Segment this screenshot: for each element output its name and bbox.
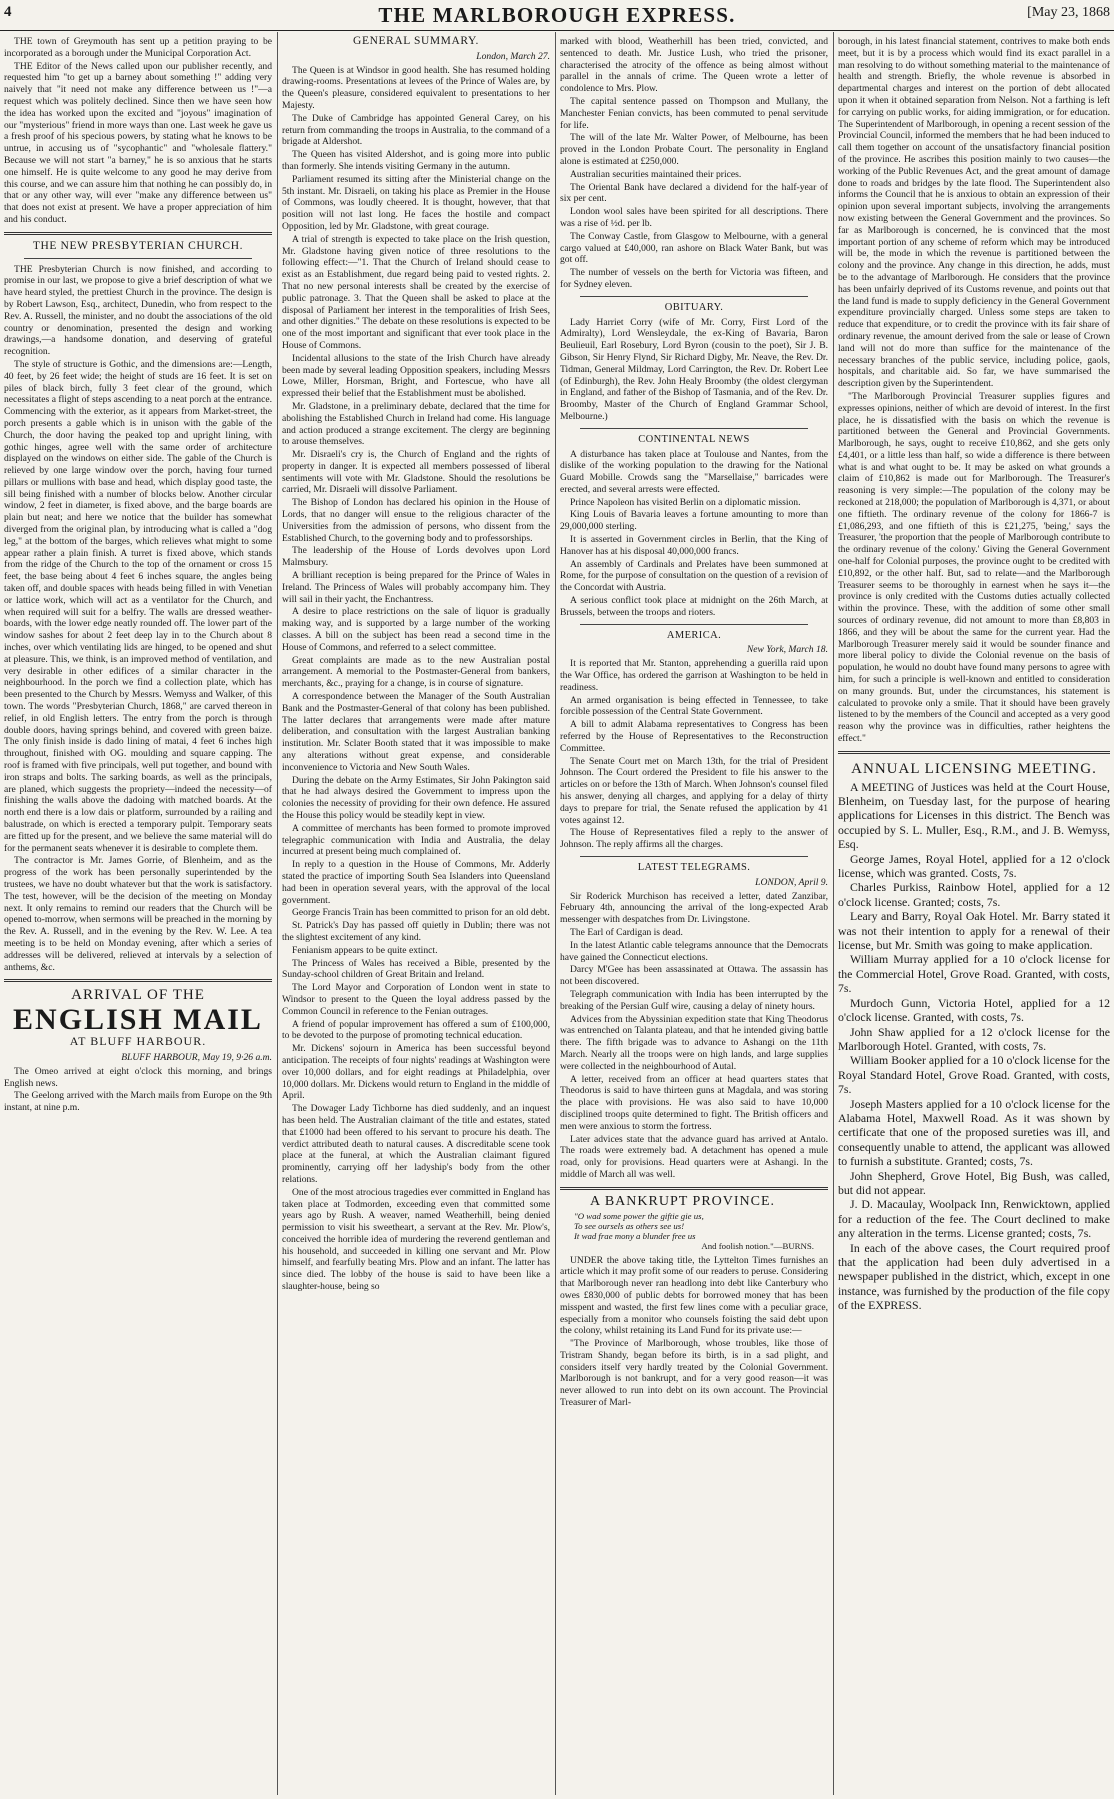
summary-heading: GENERAL SUMMARY. bbox=[353, 36, 479, 47]
licensing-body bbox=[838, 780, 1110, 1313]
article-paragraph: THE Presbyterian Church is now finished, and according to promise in our last, we propose to give a brief description of what we have heard styled, the prettiest Church in the province. The design is by Robert Lawson, Esq., architect, Dunedin, who from respect to the Rev. A. Russell, the minister, and no doubt the associations of the old country or denomination, presented the design and working drawings,—a handsome donation, and deserving of grateful recognition. bbox=[4, 263, 272, 358]
divider bbox=[24, 258, 252, 259]
divider bbox=[580, 856, 808, 857]
mail-heading: ENGLISH MAIL bbox=[13, 1003, 263, 1037]
telegrams-heading: LATEST TELEGRAMS. bbox=[637, 862, 751, 873]
article-paragraph: The Princess of Wales has received a Bible, presented by the Sunday-school children of Great Britain and Ireland. bbox=[282, 957, 550, 981]
article-paragraph: "The Province of Marlborough, whose troubles, like those of Tristram Shandy, began before its birth, is in a sad plight, and considers itself very hardly treated by the Colonial Government. Marlborough is not bankrupt, and for a very good reason—it was never allowed to run into debt on its own account. The Provincial Treasurer of Marl- bbox=[560, 1338, 828, 1409]
america-heading: AMERICA. bbox=[666, 629, 722, 641]
article-paragraph: A serious conflict took place at midnight on the 26th March, at Brussels, between the troops and rioters. bbox=[560, 595, 828, 618]
article-paragraph: Sir Roderick Murchison has received a letter, dated Zanzibar, February 4th, announcing the arrival of the long-expected Arab messenger with despatches from Dr. Livingstone. bbox=[560, 890, 828, 926]
article-paragraph: An assembly of Cardinals and Prelates have been summoned at Rome, for the purpose of consultation on the question of a revision of the Concordat with Austria. bbox=[560, 558, 828, 594]
article-paragraph: A brilliant reception is being prepared for the Prince of Wales in Ireland. The Princess of Wales will probably accompany him. They will sail in their yacht, the Enchantress. bbox=[282, 570, 550, 605]
article-paragraph: UNDER the above taking title, the Lyttelton Times furnishes an article which it may profit some of our readers to peruse. Considering that Marlborough never ran headlong into debt like Canterbury who owes £830,000 of public debts for borrowed money that has been misspent and wasted, the first few lines come with a peculiar grace, especially from a monitor who counsels foisting the said debt upon the colony, whilst retaining its Land Fund for its private use:— bbox=[560, 1254, 828, 1337]
bankrupt-heading bbox=[590, 1193, 828, 1209]
article-paragraph: THE town of Greymouth has sent up a petition praying to be incorporated as a borough under the Municipal Corporation Act. bbox=[4, 36, 272, 59]
licensing-heading: ANNUAL LICENSING MEETING. bbox=[851, 760, 1097, 777]
column-3 bbox=[560, 36, 828, 1795]
article-paragraph: The style of structure is Gothic, and the dimensions are:—Length, 40 feet, by 26 feet wide; the height of studs are 16 feet. It is set on piles of black birch, fully 3 feet clear of the ground, which necessitates a flight of steps ascending to a neat porch at the entrance. Commencing with the exterior, as it appears from Market-street, the porch presents a gable which is in unison with the gable of the Church, the door having the peaked top and upright lining, with gothic hinges, agree well with the same order of architecture displayed on the windows on either side. The gable of the Church is relieved by one large window over the porch, having four turned pillars or mullions with base and head, which display good taste, the sill being finished with a number of blocks below. Another circular window, 2 feet in diameter, is fixed above, and the barge boards are plain but neat; and here we notice that the builder has somewhat diverged from the original plan, by introducing what is called a "dog leg," at the bottom of the barges, which relieves what might to some appear rather a plain finish. A turret is fixed above, which stands from the ridge of the Church to the top of the ornament or cross 15 feet, the base being about 4 feet 6 inches square, the angles being taken off, and double spaces with heads being filled in with Venetian or lattice work, which will act as a ventilator for the Church, and when required will suit for a belfry. The walls are dressed weather-boards, with the lower edge neatly rounded off. The lower part of the window sashes for about 2 feet deep lay in to the Church about 8 inches, over which ventilating lids are hinged, to be opened and shut at pleasure. This, we think, is an improved method of ventilation, and very desirable in other edifices of a similar character in the neighbourhood. In the porch we find a collection plate, which has been presented to the Church by Messrs. Wemyss and Walker, of this town. The words "Presbyterian Church, 1868," are carved thereon in relief, in old English letters. The entry from the porch is through double doors, having springs behind, and covered with green baize. The only finish inside is dado lining of matai, 4 feet 6 inches high throughout, finished with OG. moulding and square capping. The roof is framed with five principals, well put together, and bound with iron straps and bolts. The sarking boards, as well as the principals, are planed, which suggests the propriety—indeed the necessity—of finishing the walls above the dadoing with matched boards. At the north end there is a low dais or platform, surrounded by a railing and balustrade, on which is erected a temporary pulpit. Temporary seats are fitted up for the present, and we believe the same material will do for the permanent seats whenever it is desirable to complete them. bbox=[4, 358, 272, 854]
article-paragraph: Mr. Gladstone, in a preliminary debate, declared that the time for abolishing the Established Church in Ireland had come. His language and action produced a strange excitement. The clergy are beginning to arouse themselves. bbox=[282, 400, 550, 448]
article-paragraph: The House of Representatives filed a reply to the answer of Johnson. The reply affirms all the charges. bbox=[560, 827, 828, 851]
bankrupt-heading-text: A BANKRUPT PROVINCE. bbox=[590, 1193, 776, 1209]
article-paragraph: borough, in his latest financial statement, contrives to make both ends meet, but it is by a process which would find its exact parallel in a man resolving to do without something material to the maintenance of health and strength. Briefly, the whole revenue is absorbed in departmental charges and interest on the portion of debt allocated upon it when it obtained separation from Nelson. Not a farthing is left for carrying on public works, for aiding immigration, or for education. The Superintendent of Marlborough, in opening a recent session of the Provincial Council, informed the members that he had been induced to call them together on account of the unsatisfactory financial position of the province. He ascribes this position mainly to two causes—the working of the Public Revenues Act, and the great amount of damage done to roads and bridges by the late flood. The Superintendent also informs the Council that he is anxious to obtain an expression of their opinion upon several important subjects, involving the arrangements now existing between the General Government and the provinces. So far as Marlborough is concerned, he is convinced that the most important portion of any scheme of reform which may be introduced will be, the mode in which the revenue is partitioned between the colony and the province. Any change in this direction, he adds, must be to the advantage of Marlborough. He considers that the province has been unfairly deprived of its Customs revenue, and points out that the land fund is made to supply deficiency in the General Government expenditure provincially charged. Unless some steps are taken to reduce that expenditure, or to credit the province with its fair share of ordinary revenue, the amount derived from the sale or lease of Crown land will not do more than suffice for the maintenance of the necessary branches of the public service, including police, gaols, hospitals, and charitable aid. So far, we have summarised the description given by the Superintendent. bbox=[838, 36, 1110, 390]
article-paragraph: Australian securities maintained their prices. bbox=[570, 168, 742, 180]
article-paragraph: The Lord Mayor and Corporation of London went in state to Windsor to present to the Queen the loyal address passed by the Common Council in reference to the Fenian outrages. bbox=[282, 982, 550, 1017]
article-paragraph: The leadership of the House of Lords devolves upon Lord Malmsbury. bbox=[282, 545, 550, 569]
article-paragraph: During the debate on the Army Estimates, Sir John Pakington said that he had always desired the Government to impress upon the colonies the necessity of providing for their own defence. He assured the House this policy would be steadily kept in view. bbox=[282, 774, 550, 821]
article-paragraph: King Louis of Bavaria leaves a fortune amounting to more than 29,000,000 sterling. bbox=[560, 509, 828, 533]
divider bbox=[4, 232, 272, 235]
article-paragraph: A committee of merchants has been formed to promote improved telegraphic communication with India and Australia, the delay incurred at present being much complained of. bbox=[282, 822, 550, 858]
divider bbox=[580, 296, 808, 297]
dateline: BLUFF HARBOUR, May 19, 9·26 a.m. bbox=[121, 1051, 272, 1063]
article-paragraph: An armed organisation is being effected in Tennessee, to take forcible possession of the Central State Government. bbox=[560, 694, 828, 718]
article-paragraph: marked with blood, Weatherhill has been tried, convicted, and sentenced to death. Mr. Justice Lush, who tried the prisoner, characterised the atrocity of the offence as being almost without parallel in the annals of crime. The Queen wrote a letter of condolence to Mrs. Plow. bbox=[560, 36, 828, 95]
column-1 bbox=[4, 36, 272, 1795]
article-paragraph: A bill to admit Alabama representatives to Congress has been referred by the House of Representatives to the Reconstruction Committee. bbox=[560, 719, 828, 754]
article-paragraph: Mr. Disraeli's cry is, the Church of England and the rights of property in danger. It is expected all members possessed of liberal sentiments will vote with Mr. Gladstone. Should the resolutions be carried, Mr. Disraeli will dissolve Parliament. bbox=[282, 449, 550, 496]
masthead bbox=[0, 0, 1114, 31]
article-paragraph: The contractor is Mr. James Gorrie, of Blenheim, and as the progress of the work has been personally superintended by the trustees, we have no doubt whatever but that the work is satisfactory. The test, however, will be the decision of the meeting on Monday next. It only remains to remind our readers that the Church will be opened to-morrow, when sermons will be preached in the morning by the Rev. A. Russell, and in the evening by the Rev. W. Lee. A tea meeting is to be held on Monday evening, after which a series of addresses will be delivered, relieved at intervals by a selection of anthems, &c. bbox=[4, 855, 272, 973]
article-paragraph: The Omeo arrived at eight o'clock this morning, and brings English news. bbox=[4, 1065, 272, 1089]
article-paragraph: A letter, received from an officer at head quarters states that Theodorus is said to have thirteen guns at Magdala, and was storing the place with provisions. He was also said to have 10,000 disciplined troops quite determined to fight. The British officers and men were anxious to storm the fortress. bbox=[560, 1073, 828, 1132]
column-rule bbox=[833, 32, 834, 1795]
dateline: LONDON, April 9. bbox=[755, 876, 828, 888]
article-paragraph: "The Marlborough Provincial Treasurer supplies figures and expresses opinions, neither of which are devoid of interest. In the first place, he is dissatisfied with the basis on which the revenue is partitioned between the General and Provincial Governments. Marlborough, he says, ought to receive £10,862, and she gets only £4,401, or a little less than half, so wide a difference is there between what is and what ought to be. It may be asked on what grounds a claim of £10,862 is made out for Marlborough. The Treasurer's reasoning is very simple:—The population of the colony may be reckoned at 218,000; the population of Marlborough is 4,371, or about one fiftieth. The ordinary revenue of the colony for 1866-7 is £1,086,293, and one fiftieth of this is £21,275, 'being,' says the Treasurer, 'the proportion that the people of Marlborough contribute to the ordinary revenue of the colony.' Giving the General Government one-half for Colonial purposes, the province ought to be credited with £10,892, or the other half. But, sad to relate—and the Marlborough Treasurer seems to be thoroughly in earnest when he says it—the province is only credited with the Customs duties actually collected within the province. These, with the addition of some other small sources of ordinary revenue, did not amount to more than £8,803 in 1866, and they will be about the same for the current year. Had the Marlborough Treasurer merely said it would be sounder finance and more liberal policy to divide the Colonial revenue on the basis of population, he would no doubt have found many persons to agree with him, for such a principle is well-known and entitled to consideration on many grounds. But, under the circumstances, his statement is calculated to provoke only a smile. That it should have been gravely listened to by the members of the Council and accepted as a very good reason why the province was in difficulties, rather heightens the effect." bbox=[838, 390, 1110, 745]
article-paragraph: The Dowager Lady Tichborne has died suddenly, and an inquest has been held. The Australian claimant of the title and estates, stated that £1000 had been offered to his servant to procure his death. The verdict attributed death to natural causes. A discreditable scene took place at the funeral, at which the Australian claimant figured prominently, carrying off her ladyship's body from the other relations. bbox=[282, 1103, 550, 1185]
newspaper-title: THE MARLBOROUGH EXPRESS. bbox=[378, 3, 736, 27]
article-paragraph: The Senate Court met on March 13th, for the trial of President Johnson. The Court ordered the President to file his answer to the articles on or before the 13th of March. When Johnson's counsel filed his answer, denying all charges, and applying for a delay of thirty days to prepare for trial, the Senate refused the application by 41 votes against 12. bbox=[560, 755, 828, 826]
epigraph-line: It wad frae mony a blunder free us bbox=[574, 1230, 696, 1241]
article-paragraph: The Conway Castle, from Glasgow to Melbourne, with a general cargo valued at £40,000, ran ashore on Black Water Bank, but was got off. bbox=[560, 230, 828, 266]
article-paragraph: One of the most atrocious tragedies ever committed in England has taken place at Todmorden, exceeding even that committed some years ago by Rush. A weaver, named Weatherhill, being denied permission to visit his sweetheart, a servant at the Rev. Mr. Plow's, conceived the horrible idea of murdering the reverend gentleman and his household, and succeeded in killing one servant and Mr. Plow himself, and fearfully beating Mrs. Plow and an infant. The latter has since died. The lobby of the house is said to have been like a slaughter-house, being so bbox=[282, 1186, 550, 1293]
article-paragraph: George Francis Train has been committed to prison for an old debt. bbox=[292, 907, 550, 919]
article-paragraph: William Booker applied for a 10 o'clock license for the Royal Standard Hotel, Grove Road. Granted, with costs, 7s. bbox=[838, 1053, 1110, 1097]
article-paragraph: The will of the late Mr. Walter Power, of Melbourne, has been proved in the London Probate Court. The personality in England alone is estimated at £250,000. bbox=[560, 132, 828, 167]
article-paragraph: St. Patrick's Day has passed off quietly in Dublin; there was not the slightest excitement of any kind. bbox=[282, 920, 550, 943]
article-paragraph: THE Editor of the News called upon our publisher recently, and requested him "to get up a barney about something !" adding very naively that "it need not make any difference between us !"—a request which was politely declined. Since then we have seen how the idea has worked upon the excited and "joyous" imagination of our "mysterious" friend in more ways than one. Last week he gave us a fresh proof of his specious powers, by stating what he knows to be untrue, in accusing us of "sycophantic" and "wholesale flattery." Because we will not start "a barney," he is so anxious that he starts one himself. He is quite welcome to any good he may derive from this course, and we can assure him that nothing he can possibly do, in that or any other way, will ever "make any difference between us" that does not exist at present. We have a proper appreciation of him and his conduct. bbox=[4, 60, 272, 225]
mail-kicker: ARRIVAL OF THE bbox=[71, 987, 205, 1004]
article-paragraph: A trial of strength is expected to take place on the Irish question, Mr. Gladstone having given notice of three resolutions to the following effect:—"1. That the Church of Ireland should cease to exist as an Establishment, due regard being paid to vested rights. 2. That no new personal interests shall be created by the exercise of public patronage. 3. That the Queen shall be asked to place at the disposal of Parliament her interest in the temporalities of Irish Sees, and other dignities." The debate on these resolutions is expected to be one of the most important and significant that ever took place in the House of Commons. bbox=[282, 233, 550, 351]
article-paragraph: Fenianism appears to be quite extinct. bbox=[292, 944, 438, 956]
column-4 bbox=[838, 36, 1110, 1795]
article-paragraph: A friend of popular improvement has offered a sum of £100,000, to be devoted to the purpose of promoting technical education. bbox=[282, 1018, 550, 1042]
epigraph-line: "O wad some power the giftie gie us, bbox=[574, 1210, 704, 1221]
issue-date: [May 23, 1868 bbox=[1027, 5, 1110, 20]
article-paragraph: Great complaints are made as to the new Australian postal arrangement. A memorial to the Postmaster-General from bankers, merchants, &c., praying for a change, is in course of signature. bbox=[282, 654, 550, 690]
continental-heading: CONTINENTAL NEWS bbox=[638, 433, 750, 445]
article-paragraph: A desire to place restrictions on the sale of liquor is gradually making way, and is supported by a large number of the working classes. A bill on the subject has been read a second time in the House of Commons, and referred to a select committee. bbox=[282, 606, 550, 653]
article-paragraph: In the latest Atlantic cable telegrams announce that the Democrats have gained the Connecticut elections. bbox=[560, 939, 828, 963]
article-paragraph: Prince Napoleon has visited Berlin on a diplomatic mission. bbox=[570, 496, 801, 508]
epigraph-attribution: And foolish notion."—BURNS. bbox=[701, 1240, 814, 1251]
article-paragraph: The Bishop of London has declared his opinion in the House of Lords, that no danger will ensue to the religious character of the Universities from the admission of persons, who dissent from the Established Church, to the governing body and to professorships. bbox=[282, 497, 550, 544]
dateline: London, March 27. bbox=[476, 50, 550, 62]
article-paragraph: Murdoch Gunn, Victoria Hotel, applied for a 12 o'clock license. Granted, with costs, 7s. bbox=[838, 995, 1110, 1025]
divider bbox=[580, 428, 808, 429]
divider bbox=[4, 979, 272, 982]
article-paragraph: The Oriental Bank have declared a dividend for the half-year of six per cent. bbox=[560, 181, 828, 205]
epigraph bbox=[574, 1211, 814, 1251]
article-paragraph: Darcy M'Gee has been assassinated at Ottawa. The assassin has not been discovered. bbox=[560, 964, 828, 988]
church-heading: THE NEW PRESBYTERIAN CHURCH. bbox=[32, 239, 244, 252]
divider bbox=[838, 751, 1110, 754]
article-paragraph: Lady Harriet Corry (wife of Mr. Corry, First Lord of the Admiralty), Lord Wensleydale, the ex-King of Bavaria, Baron Beulieuil, Earl Rosebury, Lord Byron (cousin to the poet), Sir J. B. Gibson, Sir Henry Flynd, Sir Richard Digby, Mr. Neave, the Rev. Dr. Tidman, General Mildmay, Lord Carrington, the Rev. Dr. Robert Lee (of Edinburgh), the Rev. John Healy Broomby (the oldest clergyman in England, and father of the Bishop of Tasmania, and of the Rev. Dr. Broomby, Master of the Church of England Grammar School, Melbourne.) bbox=[560, 316, 828, 422]
dateline: New York, March 18. bbox=[746, 644, 828, 656]
article-paragraph: A disturbance has taken place at Toulouse and Nantes, from the dislike of the working population to the drawing for the National Guard Mobille. Crowds sang the "Marsellaise," barricades were erected, and several arrests were effected. bbox=[560, 448, 828, 495]
article-paragraph: Telegraph communication with India has been interrupted by the breaking of the Persian Gulf wire, causing a delay of ninety hours. bbox=[560, 988, 828, 1012]
article-paragraph: It is reported that Mr. Stanton, apprehending a guerilla raid upon the War Office, has ordered the garrison at Washington to be held in readiness. bbox=[560, 658, 828, 693]
article-paragraph: In each of the above cases, the Court required proof that the application had been duly advertised in a newspaper published in the district, which, except in one instance, was furnished by the production of the file copy of the EXPRESS. bbox=[838, 1240, 1110, 1313]
article-paragraph: John Shaw applied for a 12 o'clock license for the Marlborough Hotel. Granted, with costs, 7s. bbox=[838, 1024, 1110, 1053]
article-paragraph: London wool sales have been spirited for all descriptions. There was a rise of ½d. per lb. bbox=[560, 206, 828, 229]
article-paragraph: Advices from the Abyssinian expedition state that King Theodorus was entrenched on Talanta plateau, and that he intended giving battle there. The fifth brigade was to advance to Ashangi on the 11th March. Nearly all the troops were on high lands, and large supplies were collected in the neighbourhood of Autal. bbox=[560, 1013, 828, 1072]
article-paragraph: Later advices state that the advance guard has arrived at Antalo. The roads were extremely bad. A detachment has opened a mule road, only for provisions. Head quarters were at Ashangi. In the middle of March all was well. bbox=[560, 1133, 828, 1180]
column-rule bbox=[555, 32, 556, 1795]
article-paragraph: The capital sentence passed on Thompson and Mullany, the Manchester Fenian convicts, has been commuted to penal servitude for life. bbox=[560, 95, 828, 131]
divider bbox=[580, 624, 808, 625]
article-paragraph: Joseph Masters applied for a 10 o'clock license for the Alabama Hotel, Maxwell Road. As it was shown by certificate that one of the proposed sureties was ill, and consequently unable to attend, the applicant was allowed to furnish a substitute. Granted; costs, 7s. bbox=[838, 1096, 1110, 1169]
article-paragraph: The Queen is at Windsor in good health. She has resumed holding drawing-rooms. Presentations at levees of the Prince of Wales are, by the Queen's pleasure, considered equivalent to presentations to her Majesty. bbox=[282, 64, 550, 111]
column-rule bbox=[277, 32, 278, 1795]
mail-subheading: AT BLUFF HARBOUR. bbox=[69, 1034, 207, 1049]
article-paragraph: Incidental allusions to the state of the Irish Church have already been made by several leading Opposition speakers, including Messrs Lowe, Miller, Horsman, Bright, and Fortescue, who have all expressed their belief that the Establishment must be abolished. bbox=[282, 352, 550, 400]
article-paragraph: The Queen has visited Aldershot, and is going more into public than formerly. She intends visiting Germany in the autumn. bbox=[282, 149, 550, 172]
obituary-heading: OBITUARY. bbox=[664, 301, 724, 313]
column-2 bbox=[282, 36, 550, 1795]
article-paragraph: Leary and Barry, Royal Oak Hotel. Mr. Barry stated it was not their intention to apply for a renewal of their license, but Mr. Smith was going to make application. bbox=[838, 909, 1110, 953]
article-paragraph: The Earl of Cardigan is dead. bbox=[570, 926, 683, 938]
article-paragraph: William Murray applied for a 10 o'clock license for the Commercial Hotel, Grove Road. Granted, with costs, 7s. bbox=[838, 952, 1110, 996]
article-paragraph: John Shepherd, Grove Hotel, Big Bush, was called, but did not appear. bbox=[838, 1168, 1110, 1197]
article-paragraph: In reply to a question in the House of Commons, Mr. Adderly stated the practice of importing South Sea Islanders into Queensland had been in operation several years, with the approval of the local government. bbox=[282, 859, 550, 906]
article-paragraph: J. D. Macaulay, Woolpack Inn, Renwicktown, applied for a reduction of the fee. The Court declined to make any alteration in the terms. License granted; costs, 7s. bbox=[838, 1197, 1110, 1241]
article-paragraph: The Duke of Cambridge has appointed General Carey, on his return from commanding the troops in Australia, to the command of a brigade at Aldershot. bbox=[282, 112, 550, 148]
article-paragraph: Parliament resumed its sitting after the Ministerial change on the 5th instant. Mr. Disraeli, on taking his place as Premier in the House of Commons, was loudly cheered. It is thought, however, that that position will not last long. He faces the hostile and compact Opposition, led by Mr. Gladstone, with great courage. bbox=[282, 173, 550, 232]
article-paragraph: George James, Royal Hotel, applied for a 12 o'clock license, which was granted. Costs, 7s. bbox=[838, 851, 1110, 881]
article-paragraph: Charles Purkiss, Rainbow Hotel, applied for a 12 o'clock license. Granted; costs, 7s. bbox=[838, 880, 1110, 909]
article-paragraph: Mr. Dickens' sojourn in America has been successful beyond anticipation. The receipts of four nights' readings at Washington were over 10,000 dollars, and for eight readings at Philadelphia, over 10,000 dollars. Mr. Dickens would return to England in the middle of April. bbox=[282, 1043, 550, 1102]
article-paragraph: It is asserted in Government circles in Berlin, that the King of Hanover has at his disposal 40,000,000 francs. bbox=[560, 534, 828, 557]
page-number: 4 bbox=[4, 4, 12, 20]
article-paragraph: A MEETING of Justices was held at the Court House, Blenheim, on Tuesday last, for the purpose of hearing applications for Licenses in this district. The Bench was occupied by S. L. Muller, Esq., R.M., and J. B. Wemyss, Esq. bbox=[838, 779, 1110, 852]
article-paragraph: A correspondence between the Manager of the South Australian Bank and the Postmaster-General of that colony has been published. The latter declares that arrangements were made after mature deliberation, and consultation with the largest Australian banking institution. Mr. Sclater Booth stated that it was impossible to make any alterations without great expense, and considerable inconvenience to Victoria and New South Wales. bbox=[282, 691, 550, 773]
divider bbox=[560, 1187, 828, 1190]
article-paragraph: The number of vessels on the berth for Victoria was fifteen, and for Sydney eleven. bbox=[560, 267, 828, 290]
article-paragraph: The Geelong arrived with the March mails from Europe on the 9th instant, at nine p.m. bbox=[4, 1090, 272, 1114]
epigraph-line: To see oursels as others see us! bbox=[574, 1220, 685, 1231]
